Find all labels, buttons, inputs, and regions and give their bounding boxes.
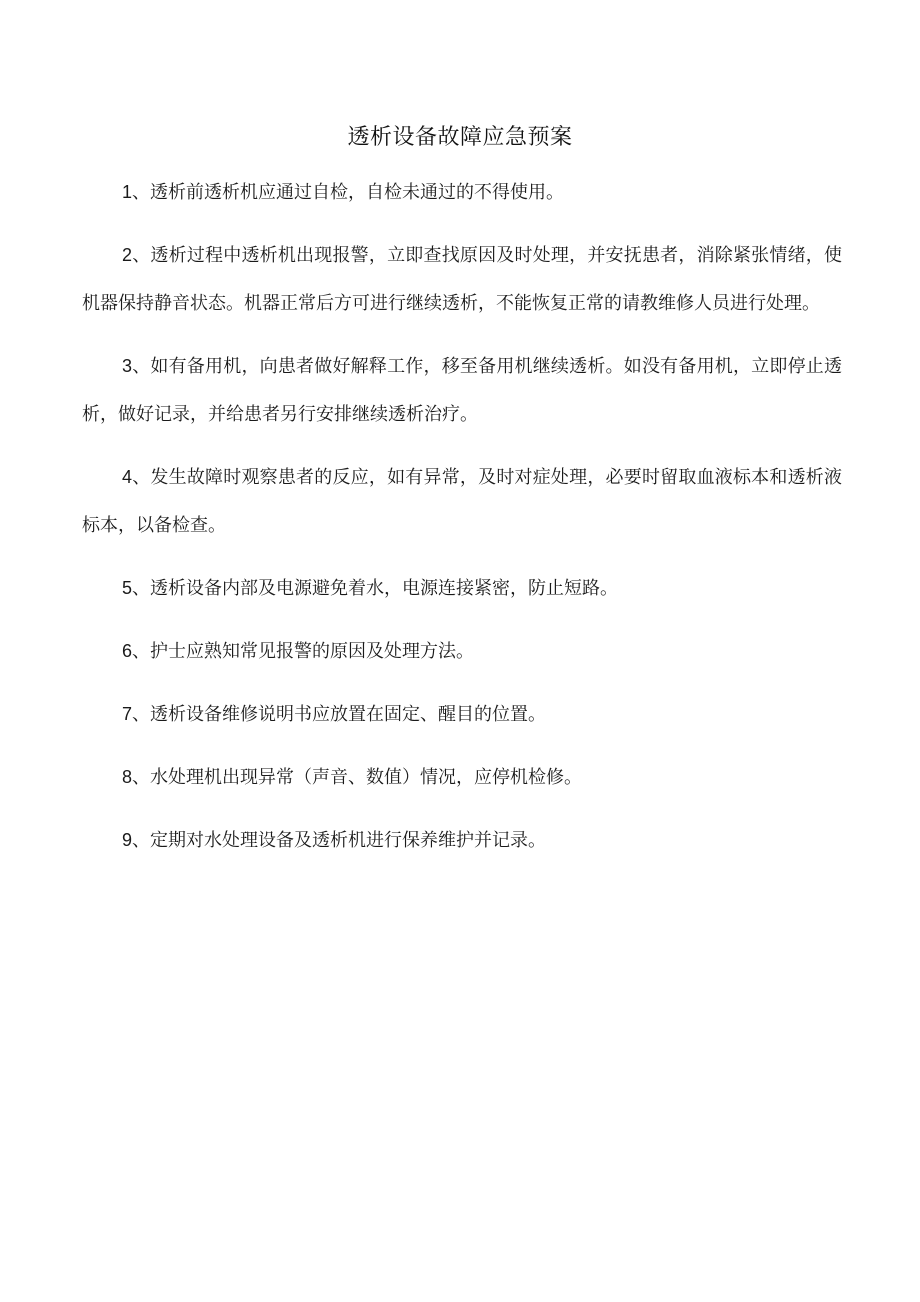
item-text: 、水处理机出现异常（声音、数值）情况，应停机检修。	[132, 767, 583, 788]
list-item	[82, 168, 842, 217]
item-text: 、定期对水处理设备及透析机进行保养维护并记录。	[132, 830, 547, 851]
item-list	[82, 168, 842, 879]
item-number: 5	[122, 578, 133, 598]
list-item	[82, 753, 842, 802]
list-item	[82, 816, 842, 865]
item-text: 、透析设备内部及电源避免着水，电源连接紧密，防止短路。	[132, 578, 619, 599]
item-number: 1	[122, 182, 133, 202]
list-item	[82, 690, 842, 739]
item-number: 8	[122, 767, 133, 787]
item-number: 9	[122, 830, 133, 850]
list-item	[82, 231, 842, 328]
item-number: 2	[122, 245, 133, 265]
list-item	[82, 453, 842, 550]
item-text: 、如有备用机，向患者做好解释工作，移至备用机继续透析。如没有备用机，立即停止透析，做好记录，并给患者另行安排继续透析治疗。	[82, 356, 842, 425]
item-number: 3	[122, 356, 133, 376]
item-text: 、护士应熟知常见报警的原因及处理方法。	[132, 641, 475, 662]
item-text: 、透析前透析机应通过自检，自检未通过的不得使用。	[132, 182, 565, 203]
item-number: 7	[122, 704, 133, 724]
item-text: 、透析过程中透析机出现报警，立即查找原因及时处理，并安抚患者，消除紧张情绪，使机器保持静音状态。机器正常后方可进行继续透析，不能恢复正常的请教维修人员进行处理。	[82, 245, 842, 314]
item-number: 6	[122, 641, 133, 661]
list-item	[82, 627, 842, 676]
item-text: 、透析设备维修说明书应放置在固定、醒目的位置。	[132, 704, 547, 725]
document-title: 透析设备故障应急预案	[347, 125, 573, 150]
list-item	[82, 564, 842, 613]
item-text: 、发生故障时观察患者的反应，如有异常，及时对症处理，必要时留取血液标本和透析液标本，以备检查。	[82, 467, 842, 536]
list-item	[82, 342, 842, 439]
item-number: 4	[122, 467, 133, 487]
